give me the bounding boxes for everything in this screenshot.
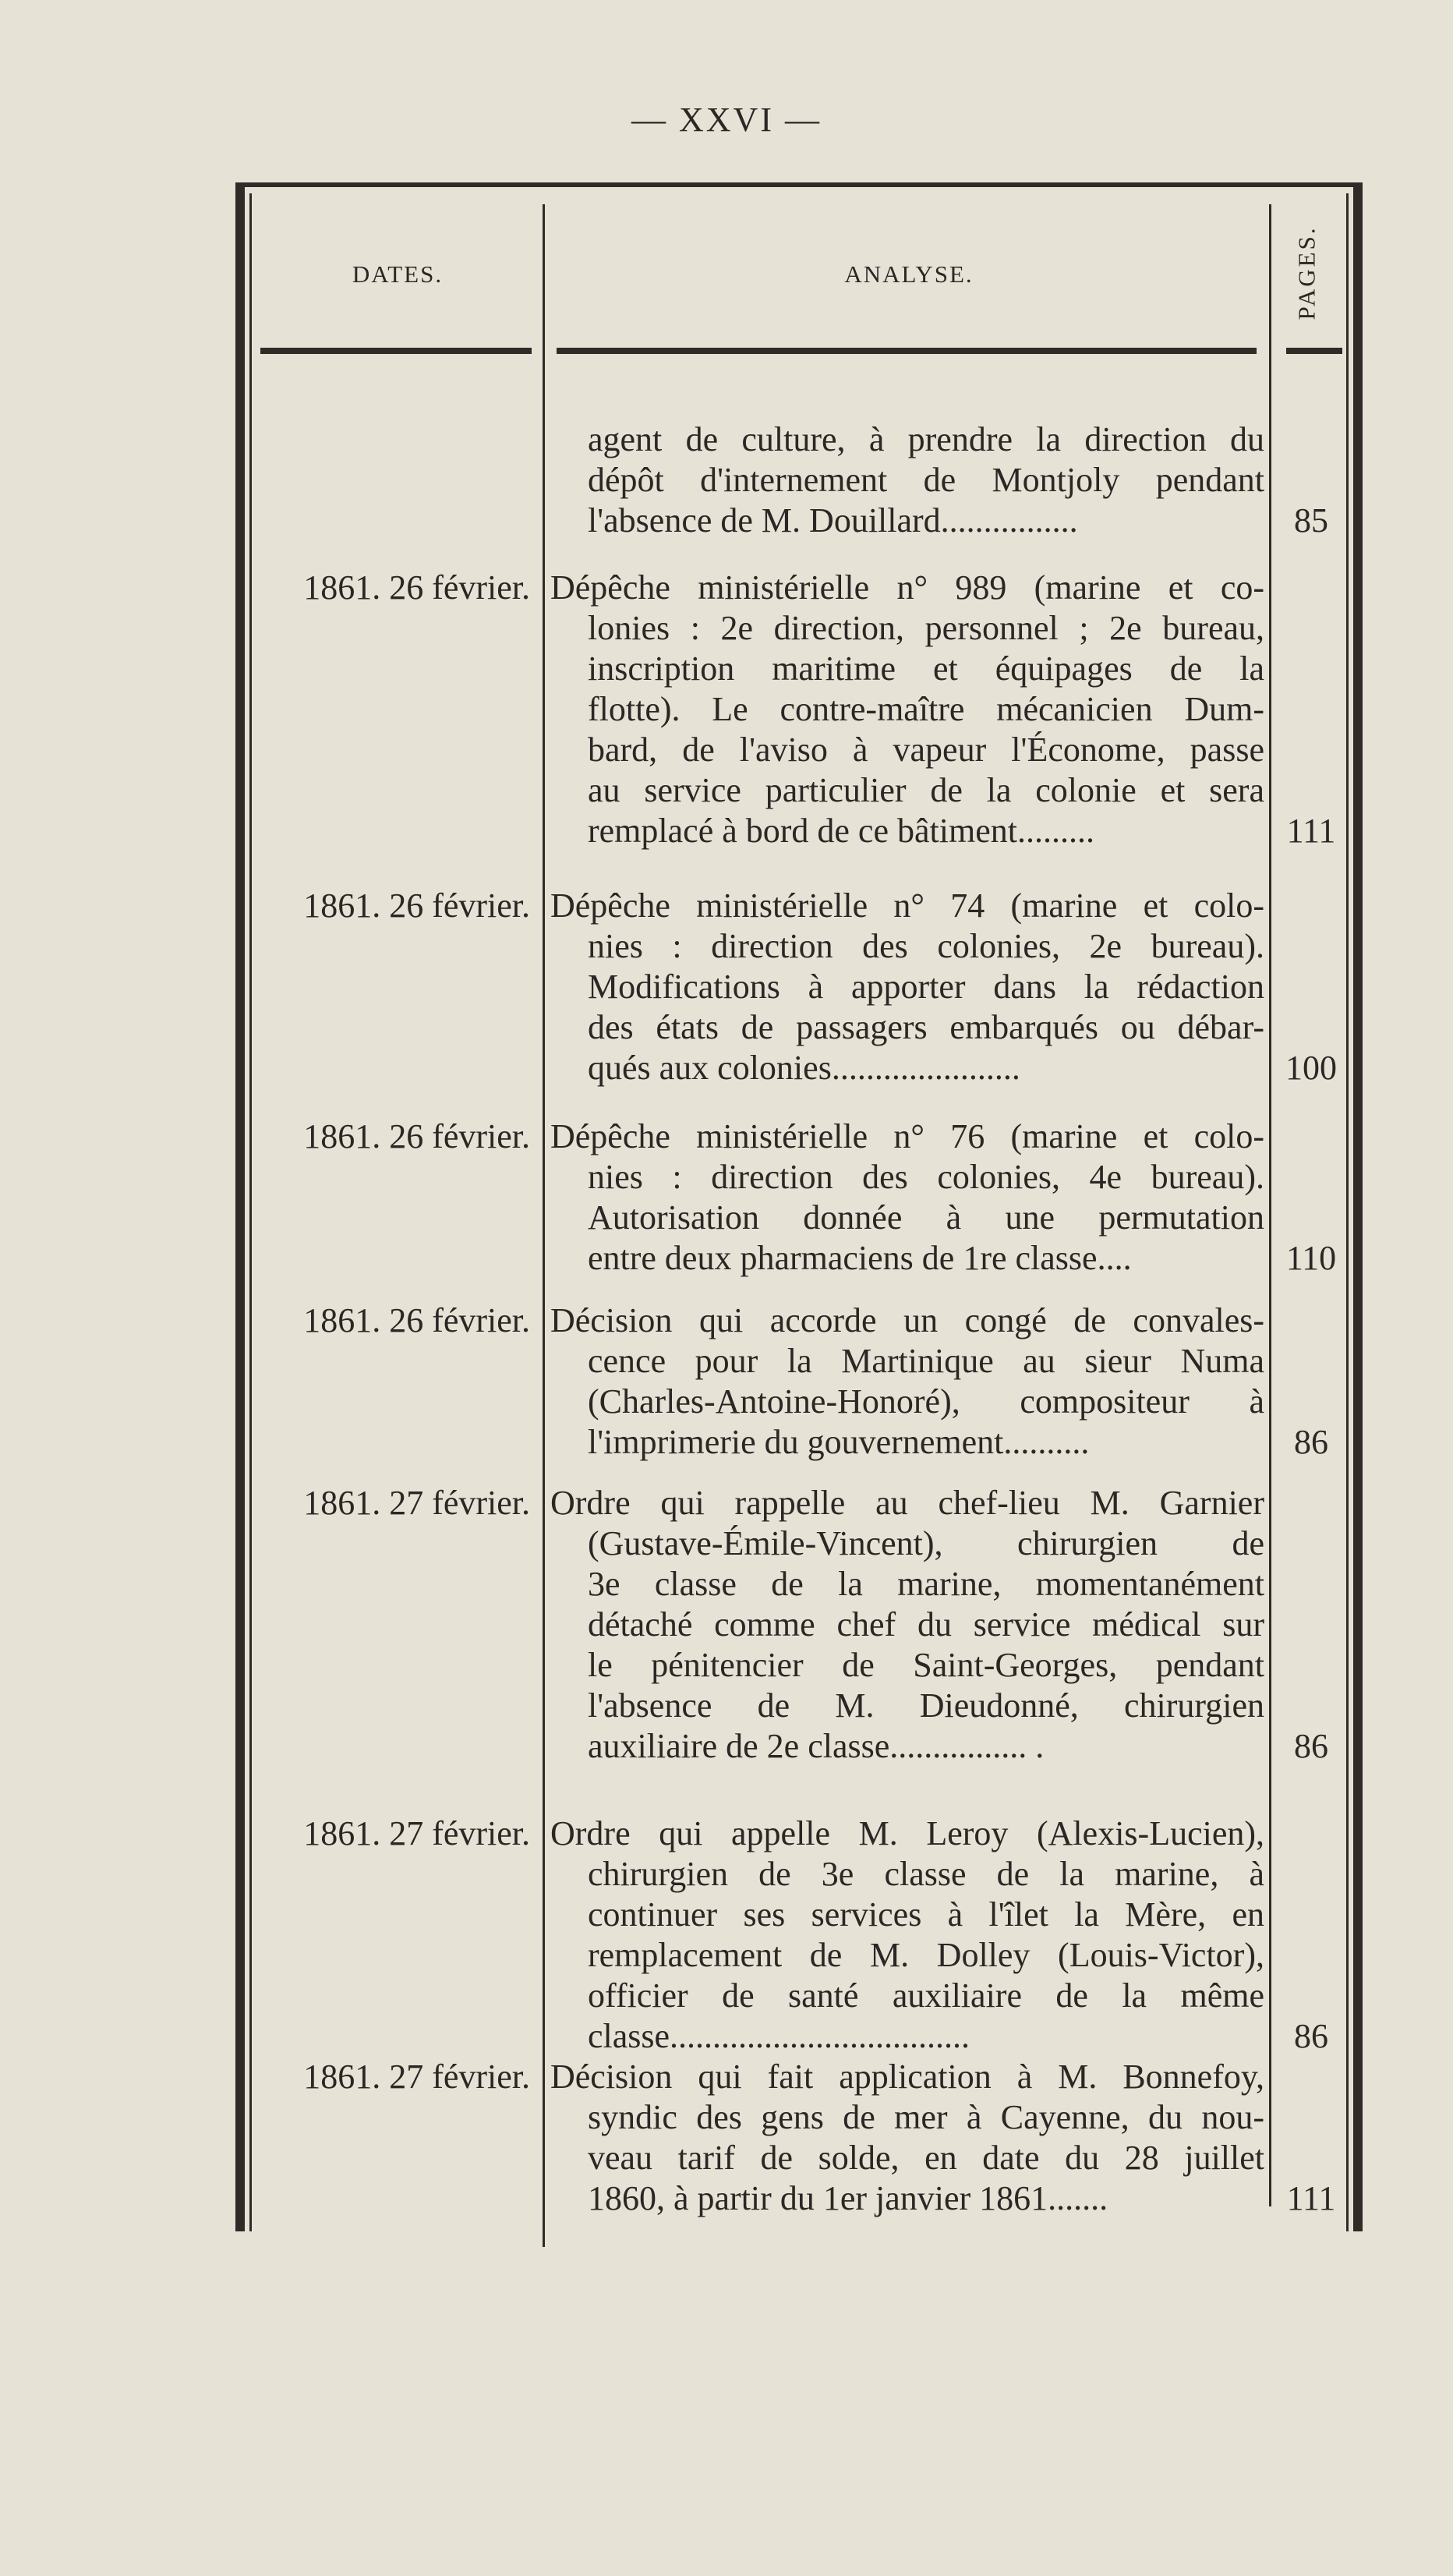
analysis-line: nies : direction des colonies, 2e bureau).: [588, 927, 1264, 965]
header-rule-pages: [1286, 348, 1342, 354]
analysis-line: l'absence de M. Douillard................: [588, 501, 1078, 540]
analysis-line: l'absence de M. Dieudonné, chirurgien: [588, 1686, 1264, 1725]
analysis-line: Dépêche ministérielle n° 989 (marine et co-: [550, 568, 1264, 607]
header-rule-analysis: [557, 348, 1257, 354]
analysis-line: 3e classe de la marine, momentanément: [588, 1565, 1264, 1603]
analysis-line: entre deux pharmaciens de 1re classe....: [588, 1239, 1132, 1277]
analysis-line: inscription maritime et équipages de la: [588, 649, 1264, 688]
header-pages: PAGES.: [1293, 225, 1321, 320]
analysis-line: bard, de l'aviso à vapeur l'Économe, passe: [588, 731, 1264, 769]
analysis-line: détaché comme chef du service médical sur: [588, 1605, 1264, 1644]
analysis-line: chirurgien de 3e classe de la marine, à: [588, 1855, 1264, 1893]
analysis-line: Ordre qui rappelle au chef-lieu M. Garnier: [550, 1484, 1264, 1522]
analysis-line: lonies : 2e direction, personnel ; 2e bureau,: [588, 609, 1264, 647]
entry-page-ref: 86: [1294, 2017, 1328, 2055]
analysis-line: Autorisation donnée à une permutation: [588, 1198, 1264, 1237]
entry-page-ref: 111: [1286, 2179, 1336, 2217]
entry-date: 1861. 26 février.: [303, 1117, 530, 1155]
entry-date: 1861. 26 février.: [303, 1301, 530, 1339]
entry-analysis: [550, 1813, 1264, 2057]
analysis-line: 1860, à partir du 1er janvier 1861.......: [588, 2179, 1108, 2217]
entry-analysis: [550, 1300, 1264, 1463]
entry-page-ref: 85: [1294, 501, 1328, 540]
entry-analysis: [550, 886, 1264, 1088]
column-rule-pages: [1269, 204, 1271, 2206]
analysis-line: nies : direction des colonies, 4e bureau).: [588, 1158, 1264, 1196]
analysis-line: Décision qui accorde un congé de convales-: [550, 1301, 1264, 1339]
entry-analysis: [550, 419, 1264, 541]
entry-date: 1861. 26 février.: [303, 568, 530, 607]
analysis-line: Modifications à apporter dans la rédaction: [588, 968, 1264, 1006]
frame-inner-right-rule: [1346, 193, 1349, 2231]
analysis-line: l'imprimerie du gouvernement..........: [588, 1423, 1090, 1461]
entry-page-ref: 86: [1294, 1423, 1328, 1461]
analysis-line: agent de culture, à prendre la direction du: [588, 420, 1264, 458]
header-dates: DATES.: [352, 260, 444, 288]
entry-analysis: [550, 1483, 1264, 1767]
analysis-line: auxiliaire de 2e classe................ .: [588, 1727, 1045, 1765]
analysis-line: remplacement de M. Dolley (Louis-Victor),: [588, 1936, 1264, 1974]
entry-analysis: [550, 1116, 1264, 1279]
analysis-line: veau tarif de solde, en date du 28 juillet: [588, 2139, 1264, 2177]
analysis-line: officier de santé auxiliaire de la même: [588, 1976, 1264, 2015]
entry-date: 1861. 26 février.: [303, 886, 530, 925]
analysis-line: au service particulier de la colonie et sera: [588, 771, 1264, 809]
analysis-line: Dépêche ministérielle n° 74 (marine et colo-: [550, 886, 1264, 925]
entry-page-ref: 111: [1286, 812, 1336, 850]
analysis-line: (Gustave-Émile-Vincent), chirurgien de: [588, 1524, 1264, 1562]
header-analysis: ANALYSE.: [844, 260, 974, 288]
analysis-line: Ordre qui appelle M. Leroy (Alexis-Lucien),: [550, 1814, 1264, 1852]
analysis-line: syndic des gens de mer à Cayenne, du nou-: [588, 2098, 1264, 2136]
analysis-line: des états de passagers embarqués ou débar-: [588, 1008, 1264, 1046]
analysis-line: Décision qui fait application à M. Bonnefoy,: [550, 2058, 1264, 2096]
entry-analysis: [550, 568, 1264, 851]
analysis-line: classe...................................: [588, 2017, 970, 2055]
column-rule-dates: [543, 204, 545, 2247]
analysis-line: le pénitencier de Saint-Georges, pendant: [588, 1646, 1264, 1684]
analysis-line: (Charles-Antoine-Honoré), compositeur à: [588, 1382, 1264, 1421]
analysis-line: continuer ses services à l'îlet la Mère, en: [588, 1895, 1264, 1934]
analysis-line: remplacé à bord de ce bâtiment.........: [588, 812, 1094, 850]
page-number: — XXVI —: [631, 101, 822, 139]
header-rule-dates: [260, 348, 532, 354]
entry-page-ref: 86: [1294, 1727, 1328, 1765]
entry-page-ref: 100: [1285, 1049, 1337, 1087]
analysis-line: qués aux colonies......................: [588, 1049, 1020, 1087]
analysis-line: Dépêche ministérielle n° 76 (marine et colo-: [550, 1117, 1264, 1155]
frame-inner-left-rule: [249, 193, 252, 2231]
entry-date: 1861. 27 février.: [303, 1484, 530, 1522]
analysis-line: dépôt d'internement de Montjoly pendant: [588, 461, 1264, 499]
entry-date: 1861. 27 février.: [303, 1814, 530, 1852]
entry-page-ref: 110: [1285, 1239, 1337, 1277]
entry-date: 1861. 27 février.: [303, 2058, 530, 2096]
entry-analysis: [550, 2057, 1264, 2219]
analysis-line: cence pour la Martinique au sieur Numa: [588, 1342, 1264, 1380]
analysis-line: flotte). Le contre-maître mécanicien Dum-: [588, 690, 1264, 728]
